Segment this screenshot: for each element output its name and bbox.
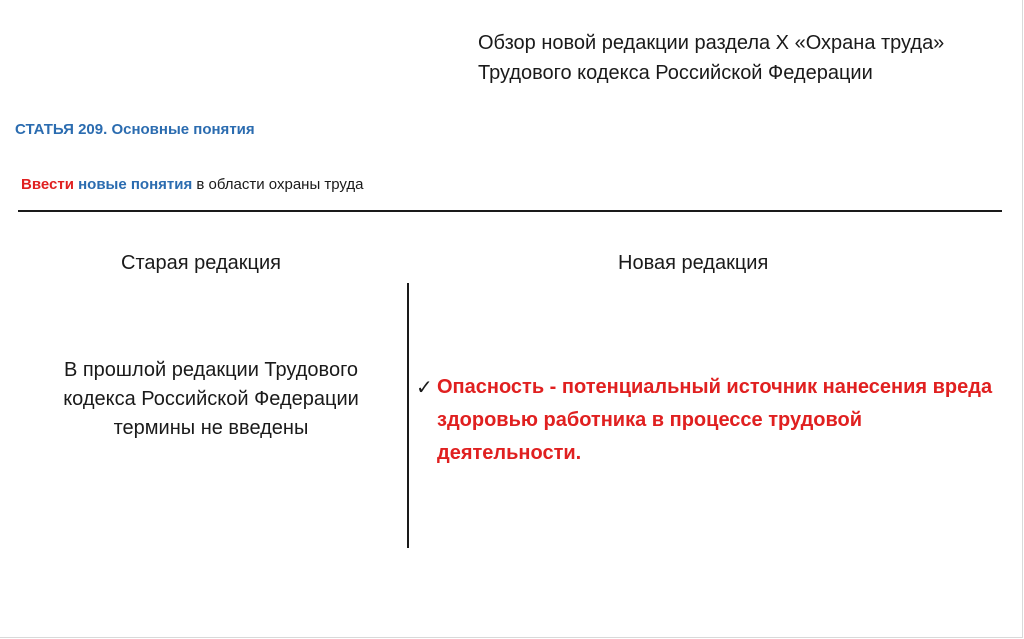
subtitle-verb: Ввести — [21, 176, 74, 193]
subtitle-highlight: новые понятия — [78, 176, 193, 193]
column-separator — [407, 283, 409, 548]
check-icon: ✓ — [416, 375, 433, 399]
subtitle-rest: в области охраны труда — [196, 176, 364, 193]
horizontal-divider — [18, 210, 1002, 212]
article-title: СТАТЬЯ 209. Основные понятия — [15, 121, 255, 138]
old-edition-header: Старая редакция — [121, 252, 281, 274]
page-title-line-2: Трудового кодекса Российской Федерации — [478, 62, 873, 84]
new-edition-text: Опасность - потенциальный источник нанесения вреда здоровью работника в процессе трудовой деятельности. — [437, 376, 993, 464]
new-edition-header: Новая редакция — [618, 252, 769, 274]
subtitle — [21, 176, 364, 193]
page-title — [478, 28, 944, 88]
page-title-line-1: Обзор новой редакции раздела X «Охрана труда» — [478, 32, 945, 54]
new-edition-item — [416, 371, 1000, 470]
old-edition-text: В прошлой редакции Трудового кодекса Российской Федерации термины не введены — [63, 359, 359, 439]
